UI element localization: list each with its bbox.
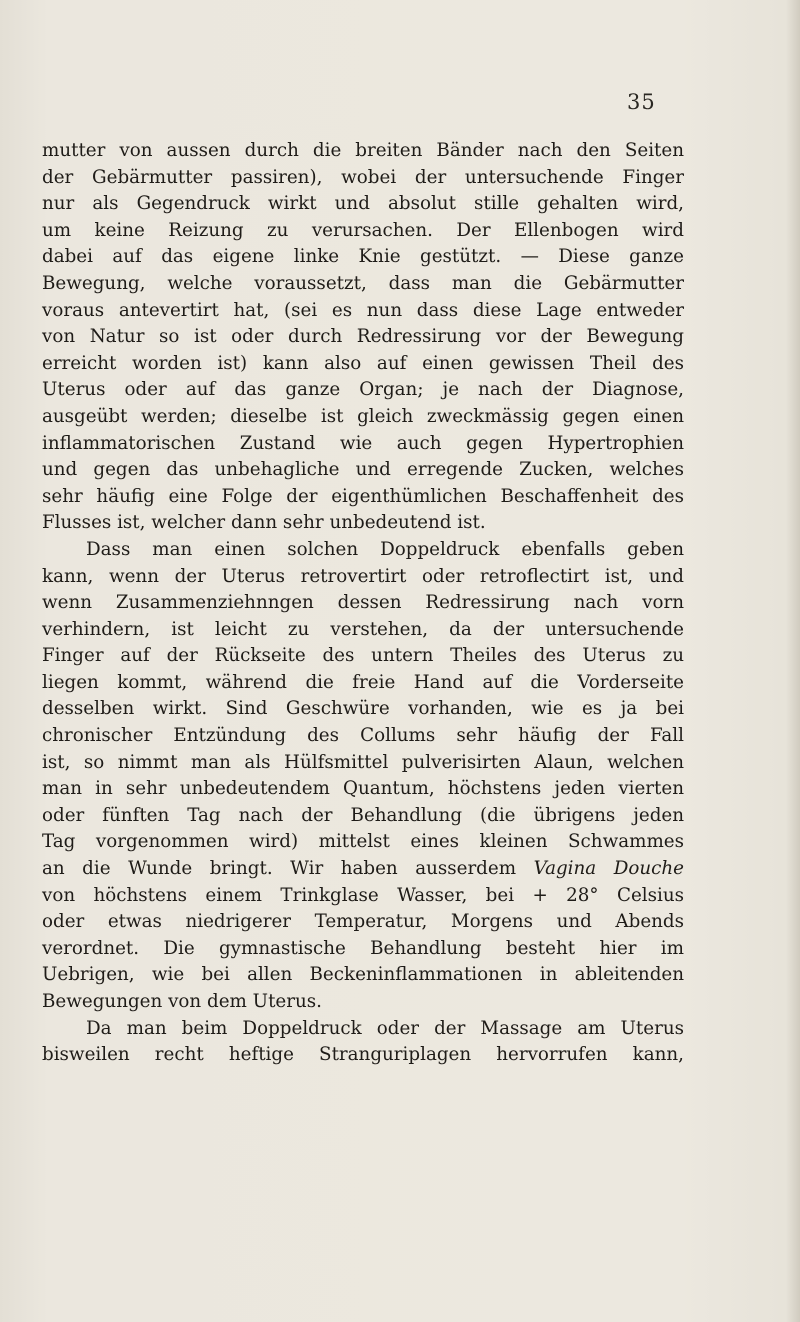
text-line xyxy=(42,1042,684,1069)
line-text: ausgeübt werden; dieselbe ist gleich zweckmässig gegen einen xyxy=(42,405,684,427)
line-text: voraus antevertirt hat, (sei es nun dass diese Lage entweder xyxy=(42,299,684,321)
text-line xyxy=(42,909,684,936)
line-text: Dass man einen solchen Doppeldruck ebenfalls geben xyxy=(86,538,684,560)
line-text: dabei auf das eigene linke Knie gestützt. — Diese ganze xyxy=(42,246,684,268)
text-line xyxy=(42,271,684,298)
line-text: Bewegungen von dem Uterus. xyxy=(42,991,322,1012)
line-text: kann, wenn der Uterus retrovertirt oder retroflectirt ist, und xyxy=(42,565,684,587)
line-text: an die Wunde bringt. Wir haben ausserdem xyxy=(42,858,534,880)
line-text: der Gebärmutter passiren), wobei der untersuchende Finger xyxy=(42,166,684,188)
text-line xyxy=(42,856,684,883)
text-line xyxy=(42,696,684,723)
text-line xyxy=(42,962,684,989)
line-text: mutter von aussen durch die breiten Bänder nach den Seiten xyxy=(42,140,684,161)
text-line xyxy=(42,138,684,165)
text-line xyxy=(42,537,684,564)
text-line xyxy=(42,1016,684,1043)
line-text: liegen kommt, während die freie Hand auf die Vorderseite xyxy=(42,671,684,693)
text-line xyxy=(42,351,684,378)
line-text: und gegen das unbehagliche und erregende Zucken, welches xyxy=(42,459,684,481)
line-text: ist, so nimmt man als Hülfsmittel pulverisirten Alaun, welchen xyxy=(42,751,684,773)
line-text: Finger auf der Rückseite des untern Theiles des Uterus zu xyxy=(42,645,684,667)
line-text: chronischer Entzündung des Collums sehr häufig der Fall xyxy=(42,725,684,747)
text-line xyxy=(42,803,684,830)
text-line xyxy=(42,617,684,644)
text-line xyxy=(42,670,684,697)
text-line xyxy=(42,564,684,591)
line-text: bisweilen recht heftige Stranguriplagen hervorrufen kann, xyxy=(42,1044,684,1066)
text-line xyxy=(42,165,684,192)
text-line xyxy=(42,431,684,458)
text-line xyxy=(42,377,684,404)
line-text: von Natur so ist oder durch Redressirung vor der Bewegung xyxy=(42,326,684,348)
text-line xyxy=(42,457,684,484)
body-text xyxy=(42,138,684,1069)
text-line xyxy=(42,244,684,271)
line-text: Flusses ist, welcher dann sehr unbedeutend ist. xyxy=(42,512,486,534)
line-text: nur als Gegendruck wirkt und absolut stille gehalten wird, xyxy=(42,193,684,215)
text-line xyxy=(42,750,684,777)
line-text: Da man beim Doppeldruck oder der Massage am Uterus xyxy=(86,1017,684,1039)
paragraph xyxy=(42,138,684,537)
text-line xyxy=(42,776,684,803)
text-line xyxy=(42,191,684,218)
line-text: verhindern, ist leicht zu verstehen, da der untersuchende xyxy=(42,618,684,640)
italic-term: Vagina Douche xyxy=(533,858,684,880)
text-line xyxy=(42,298,684,325)
page-number: 35 xyxy=(627,90,656,114)
text-line xyxy=(42,590,684,617)
text-line xyxy=(42,404,684,431)
paragraph xyxy=(42,537,684,1016)
line-text: erreicht worden ist) kann also auf einen gewissen Theil des xyxy=(42,352,684,374)
line-text: sehr häufig eine Folge der eigenthümlichen Beschaffenheit des xyxy=(42,485,684,507)
line-text: desselben wirkt. Sind Geschwüre vorhanden, wie es ja bei xyxy=(42,698,684,720)
paragraph xyxy=(42,1016,684,1069)
line-text: oder etwas niedrigerer Temperatur, Morgens und Abends xyxy=(42,911,684,933)
text-line xyxy=(42,510,684,537)
text-line xyxy=(42,324,684,351)
line-text: Tag vorgenommen wird) mittelst eines kleinen Schwammes xyxy=(42,831,684,853)
text-line xyxy=(42,883,684,910)
text-line xyxy=(42,989,684,1016)
line-text: um keine Reizung zu verursachen. Der Ellenbogen wird xyxy=(42,219,684,241)
page-edge-shadow xyxy=(786,0,800,1322)
line-text: verordnet. Die gymnastische Behandlung besteht hier im xyxy=(42,937,684,959)
line-text: Bewegung, welche voraussetzt, dass man die Gebärmutter xyxy=(42,272,684,294)
line-text: man in sehr unbedeutendem Quantum, höchstens jeden vierten xyxy=(42,778,684,800)
line-text: von höchstens einem Trinkglase Wasser, bei + 28° Celsius xyxy=(42,884,684,906)
text-line xyxy=(42,829,684,856)
line-text: inflammatorischen Zustand wie auch gegen Hypertrophien xyxy=(42,432,684,454)
line-text: wenn Zusammenziehnngen dessen Redressirung nach vorn xyxy=(42,592,684,614)
text-line xyxy=(42,723,684,750)
text-line xyxy=(42,643,684,670)
text-line xyxy=(42,484,684,511)
line-text: oder fünften Tag nach der Behandlung (die übrigens jeden xyxy=(42,804,684,826)
line-text: Uebrigen, wie bei allen Beckeninflammationen in ableitenden xyxy=(42,964,684,986)
text-line xyxy=(42,218,684,245)
line-text: Uterus oder auf das ganze Organ; je nach der Diagnose, xyxy=(42,379,684,401)
text-line xyxy=(42,936,684,963)
